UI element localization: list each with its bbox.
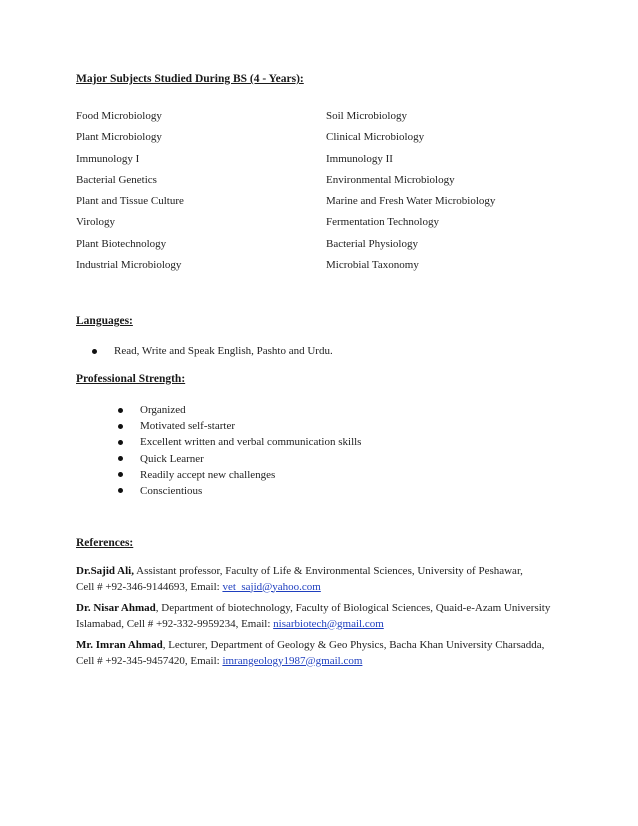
subject-item: Bacterial Genetics: [76, 173, 157, 186]
subject-item: Industrial Microbiology: [76, 259, 182, 272]
reference-contact: Islamabad, Cell # +92-332-9959234, Email:: [76, 617, 274, 630]
subject-row: [76, 259, 536, 280]
strength-text: Conscientious: [140, 484, 203, 497]
languages-list: [92, 343, 333, 359]
subject-item: Food Microbiology: [76, 110, 162, 122]
references-heading: References:: [76, 537, 134, 549]
reference-name: Dr. Nisar Ahmad: [76, 602, 156, 614]
subject-item: Microbial Taxonomy: [326, 259, 419, 272]
reference-contact: Cell # +92-346-9144693, Email:: [76, 580, 223, 593]
list-item: [118, 451, 361, 467]
bullet-icon: [118, 472, 123, 477]
bullet-icon: [118, 408, 123, 413]
subject-item: Virology: [76, 216, 116, 229]
email-link[interactable]: imrangeology1987@gmail.com: [222, 654, 363, 667]
bullet-icon: [118, 424, 123, 429]
strength-text: Motivated self-starter: [140, 420, 235, 433]
subject-item: Plant Microbiology: [76, 131, 162, 144]
subject-item: Plant Biotechnology: [76, 237, 167, 250]
bullet-icon: [118, 488, 123, 493]
strength-text: Readily accept new challenges: [140, 468, 276, 481]
subject-item: Plant and Tissue Culture: [76, 195, 184, 208]
subject-row: [76, 131, 536, 152]
language-text: Read, Write and Speak English, Pashto and Urdu.: [114, 345, 333, 357]
subject-item: Immunology II: [326, 152, 393, 165]
languages-heading: Languages:: [76, 315, 133, 327]
reference-details: Assistant professor, Faculty of Life & Environmental Sciences, University of Peshawar,: [133, 565, 523, 577]
subject-row: [76, 195, 536, 216]
reference-name: Mr. Imran Ahmad: [76, 639, 163, 651]
reference-entry: [76, 601, 576, 632]
subject-row: [76, 153, 536, 174]
strength-text: Organized: [140, 404, 186, 416]
subject-item: Soil Microbiology: [326, 110, 407, 122]
subjects-table: [76, 110, 536, 280]
strength-text: Excellent written and verbal communication skills: [140, 436, 362, 449]
subject-item: Environmental Microbiology: [326, 173, 455, 186]
subject-item: Clinical Microbiology: [326, 131, 425, 144]
subjects-heading: Major Subjects Studied During BS (4 - Years):: [76, 73, 304, 85]
subject-item: Marine and Fresh Water Microbiology: [326, 195, 496, 208]
email-link[interactable]: vet_sajid@yahoo.com: [222, 580, 321, 593]
reference-entry: [76, 564, 576, 595]
reference-entry: [76, 638, 576, 669]
subject-item: Bacterial Physiology: [326, 237, 418, 250]
bullet-icon: [92, 349, 97, 354]
subject-row: [76, 110, 536, 131]
list-item: [118, 402, 361, 418]
list-item: [118, 483, 361, 499]
reference-name: Dr.Sajid Ali,: [76, 565, 134, 577]
list-item: [92, 343, 333, 359]
bullet-icon: [118, 440, 123, 445]
strengths-heading: Professional Strength:: [76, 373, 186, 385]
subject-row: [76, 238, 536, 259]
strength-text: Quick Learner: [140, 452, 204, 465]
reference-details: , Lecturer, Department of Geology & Geo Physics, Bacha Khan University Charsadda,: [162, 639, 545, 651]
list-item: [118, 434, 361, 450]
email-link[interactable]: nisarbiotech@gmail.com: [273, 617, 384, 630]
strengths-list: [118, 402, 361, 499]
list-item: [118, 418, 361, 434]
subject-item: Fermentation Technology: [326, 216, 439, 229]
reference-details: , Department of biotechnology, Faculty of Biological Sciences, Quaid-e-Azam University: [155, 602, 551, 614]
subject-row: [76, 174, 536, 195]
subject-item: Immunology I: [76, 152, 140, 165]
list-item: [118, 467, 361, 483]
reference-contact: Cell # +92-345-9457420, Email:: [76, 654, 223, 667]
subject-row: [76, 216, 536, 237]
bullet-icon: [118, 456, 123, 461]
